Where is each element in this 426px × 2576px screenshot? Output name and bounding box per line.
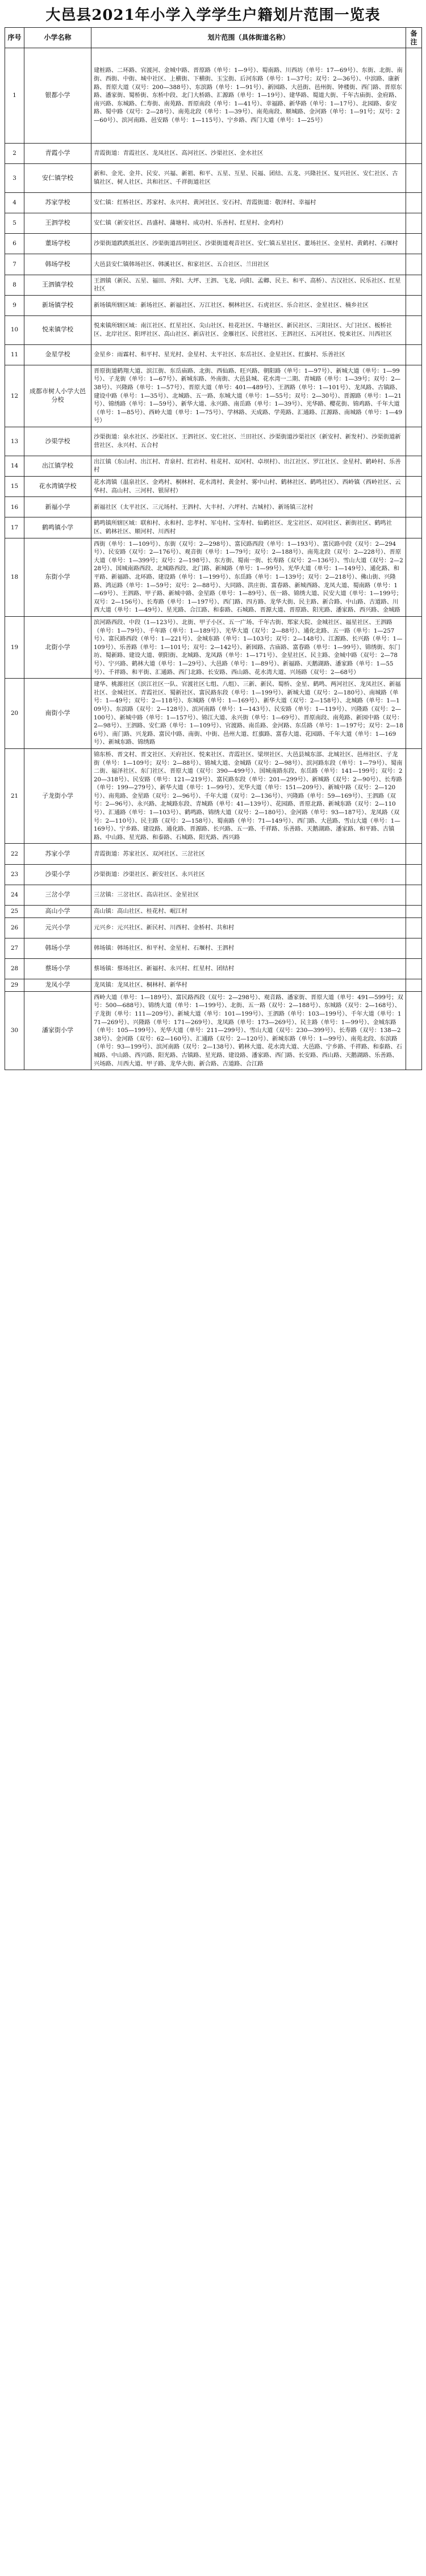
school-name: 董场学校 [24, 234, 91, 254]
school-name: 东街小学 [24, 538, 91, 616]
school-name: 王泗学校 [24, 213, 91, 233]
row-note [406, 991, 422, 1070]
table-row [5, 844, 422, 864]
school-name: 三岔小学 [24, 885, 91, 905]
district-range: 建华、桃源社区（滨江社区一队、官渡社区七组、八组）、三新、新民、蜀桥、金星、鹤鸣、两河社区、龙凤社区、新福社区、金城社区、青霞社区、蜀新社区、富民路东段（单号：1—199号）、新城大道（双号：2—180号）、南城路（单号：1—49号；双号：2—118号）、东城路（单号：1—169号）、新华大道（双号：2—158号）、北城路（单号：1—109号）、东滨路（双号：2—128号）、滨河南路（单号：1—143号）、民安路（单号：1—119号）、兴隆路（双号：2—100号）、新城中路（单号：1—157号）、锦江大道、永兴街（单号：1—69号）、晋原南段、南苑路、新园中路（双号：2—98号）、王泗路、安仁路（单号：1—109号）、官渡路、南岳路、金河路、东岳路（单号：1—197号；双号：2—186号）、南门路、兴龙路、富民中路、南街、中街、邑州大道、红旗路、富春大道、花园路、千年大道（单号：1—169号）、新城东路、锦绣路 [91, 679, 406, 749]
table-row [5, 864, 422, 885]
row-note [406, 885, 422, 905]
table-row [5, 163, 422, 192]
district-range: 花水湾镇（温泉社区、金鸡村、桐林村、花水湾村、黄金村、雾中山村、鹤林社区、鹤鸣社区）、西岭镇（西岭社区、云华村、高山村、三河村、银屏村） [91, 477, 406, 497]
row-number: 4 [5, 192, 24, 213]
document-title: 大邑县2021年小学入学学生户籍划片范围一览表 [45, 7, 381, 24]
row-note [406, 959, 422, 979]
row-note [406, 344, 422, 365]
row-number: 8 [5, 275, 24, 295]
table-row [5, 679, 422, 749]
table-row [5, 456, 422, 476]
row-note [406, 295, 422, 315]
table-row [5, 959, 422, 979]
district-range: 沙渠街道：沙渠社区、新安社区、永兴社区 [91, 864, 406, 885]
row-note [406, 315, 422, 344]
district-range: 王泗镇（新民、五星、福田、齐阳、大坪、王泗、飞龙、向阳、孟卿、民主、和平、高桥）、古汉社区、民乐社区、红星社区 [91, 275, 406, 295]
school-name: 新福小学 [24, 497, 91, 517]
row-note [406, 906, 422, 918]
school-name: 高山小学 [24, 906, 91, 918]
row-note [406, 844, 422, 864]
district-range: 蔡场镇：蔡场社区、新福村、永兴村、红星村、团结村 [91, 959, 406, 979]
header-school: 小学名称 [24, 28, 91, 48]
school-name: 苏家小学 [24, 844, 91, 864]
table-row [5, 143, 422, 163]
district-range: 晋原街道鹤翔大道、滨江街、东岳庙路、北街、西仙路、旺兴路、朝阳路（单号：1—97号）、新城大道（单号：1—99号）、子龙街（单号：1—67号）、新城东路、外南街、大邑县城、花水湾一二期、青城路（单号：1—39号；双号：2—38号）、兴隆路（单号：1—57号）、晋原大道（单号：401—489号）、王泗路（单号：1—101号）、龙凤路、古镇路、建设中路（单号：1—35号）、北城路、五一路、东城大道（单号：1—55号；双号：2—30号）、晋源路（单号：1—21号）、锦绣路（单号：1—59号）、新华大道、永兴路、南岳路（单号：1—39号）、光华路、樱花街、锦鸡路、千年大道（单号：1—85号）、西岭大道（单号：1—75号）、学林路、天成路、学苑路、汇通路、江源路、南城路（单号：1—49号） [91, 365, 406, 427]
row-number: 11 [5, 344, 24, 365]
row-number: 3 [5, 163, 24, 192]
row-number: 14 [5, 456, 24, 476]
school-name: 苏家学校 [24, 192, 91, 213]
row-number: 29 [5, 979, 24, 992]
school-name: 青霞小学 [24, 143, 91, 163]
table-row [5, 275, 422, 295]
school-name: 韩场小学 [24, 938, 91, 958]
row-note [406, 497, 422, 517]
district-range: 锦东桥、晋文村、晋文社区、天府社区、悦来社区、青霞社区、梁坝社区、大邑县城东部、北城社区、邑州社区、子龙街（单号：1—109号；双号：2—88号）、锦城大道、金城路（双号：2—98号）、滨河路东段（单号：1—79号）、蜀南二街、福泽社区、东门社区、晋原大道（双号：390—499号）、国城南路东段、东岳路（单号：141—199号；双号：220—318号）、民安路（单号：121—219号）、富民路东段（单号：201—299号）、新城路（双号：2—90号）、长寿路（单号：199—279号）、新华大道（单号：1—99号）、光华大道（单号：151—209号）、新城中路（双号：2—120号）、南苑路、金星路（双号：2—96号）、千年大道（双号：2—136号）、兴隆路（单号：59—169号）、王泗路（双号：2—96号）、永兴路、北城路东段、青城路（单号：41—139号）、花园路、晋原北路、新城东路（双号：2—110号）、汇通路（单号：1—103号）、鹤鸣路、锦绣大道（双号：2—180号）、金河路（单号：93—187号）、龙凤路（双号：2—110号）、民主路（双号：2—158号）、蜀南路（单号：71—149号）、西门路、大邑路、雪山大道（单号：1—169号）、宁乡路、建设路、通化路、晋源路、长兴路、五一路、千祥路、乐善路、天鹅湖路、潘家路、和平路、古镇路、中山路、星光路、和泰路、石城路、阳光路、西兴路 [91, 748, 406, 844]
row-number: 1 [5, 48, 24, 144]
district-range: 安仁镇：红桥社区、苏家村、永兴村、黄河社区、安石村、青霞街道：敬泽村、幸福村 [91, 192, 406, 213]
district-range: 韩场镇：韩场社区、和平村、金星村、石堰村、王泗村 [91, 938, 406, 958]
table-row [5, 748, 422, 844]
district-range: 西街（单号：1—109号）、东街（双号：2—298号）、富民路西段（单号：1—193号）、富民路中段（双号：2—294号）、民安路（双号：2—176号）、观音街（单号：1—79号；双号：2—188号）、南苑北段（双号：2—228号）、晋原大道（单号：1—399号；双号：2—198号）、东方街、蜀南一街、长寿路（双号：2—136号）、雪山大道（双号：2—228号）、国城南路西段、北城路西段、北门路、新城路（单号：1—99号）、光华大道（单号：1—149号）、通化路、和平路、新福路、北环路、建设路（单号：1—199号）、东岳路（单号：1—139号；双号：2—218号）、佛山街、兴隆路、鸿运路（单号：1—59号；双号：2—88号）、大同路、洪庄街、富春路、新城西路、龙凤大道、蜀南路（单号：1—69号）、王泗路、甲子路、新城中路、金星路（单号：1—89号）、伍一路、锦绣大道、民安大道（单号：1—199号；双号：2—156号）、长寿路（单号：1—197号）、西门路、四方路、龙华大街、民主路、新合路、中山路、古道路、川西大道（单号：1—49号）、星光路、合江路、和泰路、石城路、晋源大道、晋原路、阳光路、潘家路、西兴路、金城路 [91, 538, 406, 616]
row-note [406, 163, 422, 192]
table-row [5, 917, 422, 938]
school-name: 沙渠小学 [24, 864, 91, 885]
row-note [406, 365, 422, 427]
district-range: 悦来镇所辖区域：南江社区、红星社区、尖山社区、桂花社区、牛塘社区、新民社区、三阳社区、大门社区、板桥社区、北岸社区、阳坪社区、高山社区、新店社区、金雁社区、民营社区、王泗社区、五河社区、悦来社区、川西社区 [91, 315, 406, 344]
district-range: 青霞街道：青霞社区、龙凤社区、高河社区、沙渠社区、金水社区 [91, 143, 406, 163]
row-note [406, 938, 422, 958]
table-row [5, 192, 422, 213]
row-number: 30 [5, 991, 24, 1070]
school-name: 北街小学 [24, 616, 91, 678]
district-range: 大邑县安仁镇韩场社区、韩溪社区、和家社区、五合社区、兰田社区 [91, 254, 406, 275]
school-name: 蔡场小学 [24, 959, 91, 979]
district-range: 沙渠街道：泉水社区、沙渠社区、王泗社区、安仁社区、兰田社区、沙渠街道沙渠社区（新安村、新发村）、沙渠街道新营社区、永兴村、五合村 [91, 427, 406, 456]
school-name: 子龙街小学 [24, 748, 91, 844]
school-name: 鹤鸣镇小学 [24, 517, 91, 538]
school-name: 花水湾镇学校 [24, 477, 91, 497]
district-range: 金星乡：雨霖村、和平村、星光村、金星村、太平社区、东岳社区、金星社区、红旗村、乐善社区 [91, 344, 406, 365]
table-row [5, 497, 422, 517]
row-number: 24 [5, 885, 24, 905]
row-note [406, 234, 422, 254]
row-number: 13 [5, 427, 24, 456]
school-name: 元兴小学 [24, 917, 91, 938]
district-range: 三岔镇：三岔社区、高店社区、金星社区 [91, 885, 406, 905]
header-area: 划片范围（具体街道名称） [91, 28, 406, 48]
table-row [5, 365, 422, 427]
header-no: 序号 [5, 28, 24, 48]
row-number: 17 [5, 517, 24, 538]
row-number: 16 [5, 497, 24, 517]
row-note [406, 48, 422, 144]
school-name: 悦来镇学校 [24, 315, 91, 344]
row-number: 25 [5, 906, 24, 918]
district-range: 出江镇（东山村、出江村、青泉村、红岩村、桂花村、双河村、卓坝村）、出江社区、罗江社区、金星村、鹤岭村、乐善村 [91, 456, 406, 476]
row-number: 23 [5, 864, 24, 885]
row-number: 7 [5, 254, 24, 275]
table-row [5, 48, 422, 144]
district-range: 新福社区（太平社区、三元场村、王泗村、大丰村、六坪村、古城村）、新场镇三岔村 [91, 497, 406, 517]
table-row [5, 254, 422, 275]
row-note [406, 143, 422, 163]
table-row [5, 315, 422, 344]
district-range: 建桩路、二环路、官渡河、金城中路、晋原路（单号：1—9号）、蜀南路、川西坊（单号：17—69号）、东街、北街、南街、西街、中街、城中社区、上横街、下横街、玉宝街、后河东路（单号：1—37号；双号：2—36号）、中滨路、康新路、晋原大道（双号：200—388号）、东滨路（单号：1—91号）、新园路、大邑街、邑州街、钟楼街、西门路、晋原东路、潘家街、蜀桥街、东桥中段、北门大桥路、汇源路（单号：1—19号）、建华路、蜀道大街、千年古庙街、金府路、南兴路、东城路、仁寿街、南苑路、晋原南段（单号：1—41号）、幸福路、新华路（单号：1—17号）、北园路、泰安路、蜀中路（双号：2—28号）、南苑北段（单号：1—39号）、南苑南段、顺城路、金河路（单号：1—91号；双号：2—60号）、滨河南路、邑安路（单号：1—115号）、宁乡路、西门大道（单号：1—25号） [91, 48, 406, 144]
district-range: 安仁镇（新安社区、昌盛村、蒲塘村、成功村、乐善村、红星村、金鸡村） [91, 213, 406, 233]
row-number: 22 [5, 844, 24, 864]
table-row [5, 538, 422, 616]
table-row [5, 979, 422, 992]
table-row [5, 477, 422, 497]
district-range: 龙凤镇：龙凤社区、桐林村、新华村 [91, 979, 406, 992]
district-range: 新场镇所辖区域：新场社区、新福社区、万江社区、桐林社区、石虎社区、乐合社区、金星社区、楠乡社区 [91, 295, 406, 315]
table-row [5, 295, 422, 315]
district-range: 高山镇：高山社区、桂花村、岷江村 [91, 906, 406, 918]
row-note [406, 213, 422, 233]
school-name: 银都小学 [24, 48, 91, 144]
row-number: 21 [5, 748, 24, 844]
row-number: 9 [5, 295, 24, 315]
row-number: 18 [5, 538, 24, 616]
school-name: 南街小学 [24, 679, 91, 749]
school-name: 龙凤小学 [24, 979, 91, 992]
district-table [5, 27, 422, 1070]
table-row [5, 213, 422, 233]
table-row [5, 906, 422, 918]
row-number: 10 [5, 315, 24, 344]
school-name: 韩场学校 [24, 254, 91, 275]
school-name: 成都市树人小学大邑分校 [24, 365, 91, 427]
district-range: 新和、金光、金井、民安、兴福、新祖、和平、五星、互星、民福、团结、五龙、兴隆社区、复兴社区、安仁社区、古镇社区、树人社区、共和社区、千祥街道社区 [91, 163, 406, 192]
row-note [406, 456, 422, 476]
school-name: 王泗镇学校 [24, 275, 91, 295]
row-number: 12 [5, 365, 24, 427]
row-note [406, 477, 422, 497]
row-number: 27 [5, 938, 24, 958]
row-number: 26 [5, 917, 24, 938]
row-note [406, 679, 422, 749]
table-row [5, 344, 422, 365]
district-range: 沙渠街道跌跌抵社区、沙渠街道昌明社区、沙渠街道观音社区、安仁镇五星社区、董场社区、金星村、黄鹤村、石堰村 [91, 234, 406, 254]
row-note [406, 192, 422, 213]
school-name: 出江镇学校 [24, 456, 91, 476]
school-name: 金星学校 [24, 344, 91, 365]
row-number: 6 [5, 234, 24, 254]
district-range: 元兴乡：元兴社区、新民村、川西村、金桥村、共和村 [91, 917, 406, 938]
table-row [5, 991, 422, 1070]
table-header-row [5, 28, 422, 48]
row-number: 20 [5, 679, 24, 749]
row-note [406, 616, 422, 678]
row-number: 2 [5, 143, 24, 163]
row-number: 28 [5, 959, 24, 979]
row-note [406, 979, 422, 992]
school-name: 新场镇学校 [24, 295, 91, 315]
school-name: 安仁镇学校 [24, 163, 91, 192]
table-row [5, 938, 422, 958]
school-name: 沙渠学校 [24, 427, 91, 456]
table-row [5, 616, 422, 678]
district-range: 西岭大道（单号：1—189号）、富民路西段（双号：2—298号）、观音路、潘家街、晋原大道（单号：491—599号；双号：500—688号）、锦绣大道（单号：1—199号）、北街、五一路（双号：2—188号）、东城路（双号：2—168号）、子龙街（单号：111—209号）、新城大道（单号：101—199号）、王泗路（单号：103—199号）、千年大道（单号：171—269号）、兴隆路（单号：171—269号）、龙凤路（单号：173—269号）、民主路（单号：1—99号）、金城东路（单号：105—199号）、光华大道（单号：211—299号）、雪山大道（双号：230—399号）、长寿路（双号：138—238号）、金河路（双号：62—160号）、汇通路（双号：2—120号）、新城东路（单号：1—99号）、南苑北段、东滨路（单号：93—199号）、滨河南路（双号：2—138号）、鹤林大道、花水湾大道、大邑路、宁乡路、千祥路、和泰路、石城路、中山路、西兴路、阳光路、古镇路、星光路、建设路、潘家路、西门路、长安路、西山路、天鹅湖路、乐善路、兴场路、川西大道、甲子路、龙华大街、新合路、古道路、合江路 [91, 991, 406, 1070]
row-number: 19 [5, 616, 24, 678]
table-row [5, 517, 422, 538]
table-row [5, 234, 422, 254]
row-note [406, 275, 422, 295]
row-note [406, 427, 422, 456]
table-row [5, 885, 422, 905]
school-name: 潘家街小学 [24, 991, 91, 1070]
row-number: 15 [5, 477, 24, 497]
row-note [406, 917, 422, 938]
row-note [406, 864, 422, 885]
row-note [406, 538, 422, 616]
row-number: 5 [5, 213, 24, 233]
row-note [406, 748, 422, 844]
district-range: 鹤鸣镇所辖区域：联和村、永和村、忠孝村、军屯村、宝寿村、仙鹤社区、龙宝社区、双河社区、新街社区、鹤鸣社区、鹤林社区、顺河村、川西村 [91, 517, 406, 538]
row-note [406, 517, 422, 538]
header-note: 备注 [406, 28, 422, 48]
table-row [5, 427, 422, 456]
district-range: 青霞街道：苏家社区、双河社区、三岔社区 [91, 844, 406, 864]
row-note [406, 254, 422, 275]
district-range: 滨河路西段、中段（1—123号）、北街、甲子小区、五一广场、千年古街、郑家大院、金城社区、福星社区、王泗路（单号：1—79号）、千年路（单号：1—189号）、光华大道（双号：2—88号）、通化北路、五一路（单号：1—257号）、富民路西段（单号：1—221号）、金城东路（单号：1—103号；双号：2—148号）、江源路、长兴路（单号：1—109号）、乐善路（单号：1—101号；双号：2—142号）、新园路、古庙路、富春路（单号：1—99号）、锦绣街、东门坊、蜀新路、建设大道、朝阳街、北城路、龙凤路（单号：1—171号）、金星社区、民主路、金城中路（双号：2—78号）、宁兴路、鹤林大道（单号：1—29号）、大邑路（单号：1—89号）、新福路、天鹅湖路、潘家路（单号：1—55号）、千祥路、和平街、汇通路、西门北路、长安路、西山路、花水湾大道、兴场路（双号：2—68号） [91, 616, 406, 678]
